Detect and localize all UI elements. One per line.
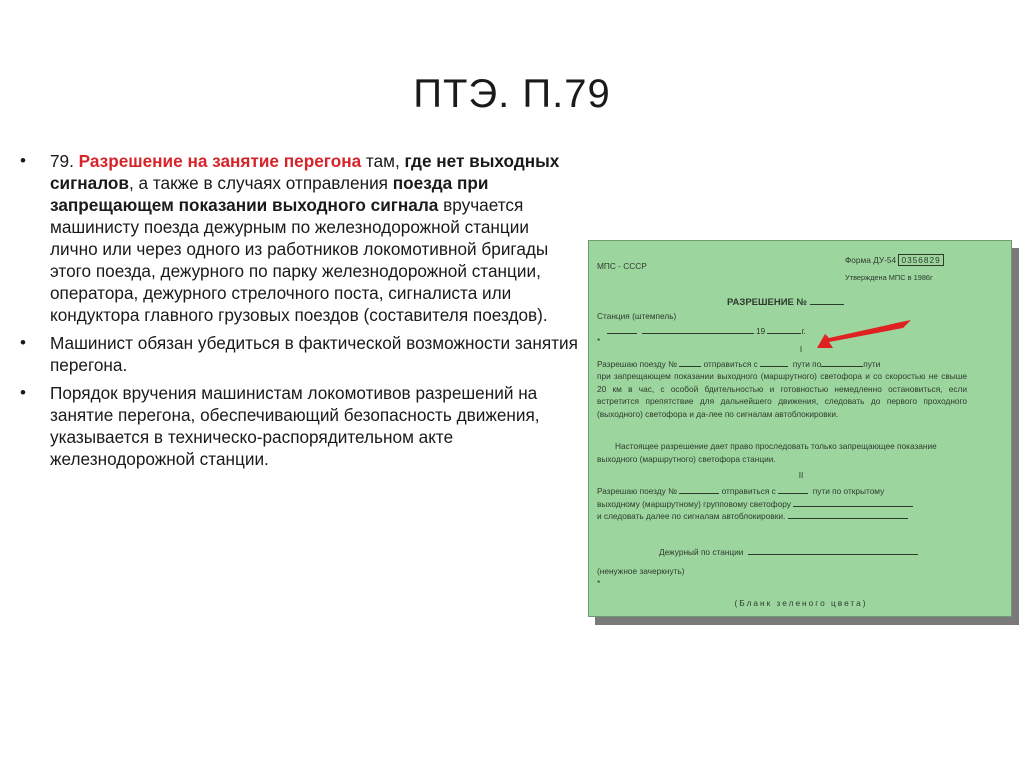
form-duty-officer: Дежурный по станции [659, 546, 918, 557]
permit-form-du54 [588, 240, 1012, 617]
bullet-text: Порядок вручения машинистам локомотивов разрешений на занятие перегона, обеспечивающий безопасность движения, указывается в техническо-распорядительном акте железнодорожной станции. [50, 383, 540, 469]
form-star-2: * [597, 578, 601, 588]
bullet-item-79 [20, 150, 580, 326]
form-p2: Настоящее разрешение дает право проследовать только запрещающее показание выходного (маршрутного) светофора станции. [597, 441, 937, 464]
form-cross-note: (ненужное зачеркнуть) [597, 566, 685, 576]
form-approved: Утверждена МПС в 1986г [845, 273, 933, 282]
form-p3-line3: и следовать далее по сигналам автоблокировки. [597, 510, 908, 521]
form-type-label: Форма ДУ-54 0356829 [845, 255, 944, 265]
bullet-list [20, 150, 580, 476]
bullet-dot-icon: • [20, 151, 26, 170]
form-section-1: I [799, 344, 803, 354]
bullet-text: Машинист обязан убедиться в фактической возможности занятия перегона. [50, 333, 578, 375]
form-star: * [597, 336, 601, 346]
bold-fragment: где нет выходных сигналов [50, 151, 560, 193]
form-code: 0356829 [898, 254, 943, 266]
text-fragment: там, [361, 151, 405, 171]
highlight-term: Разрешение на занятие перегона [78, 151, 362, 171]
bullet-dot-icon: • [20, 333, 26, 352]
bullet-item-procedure [20, 382, 580, 470]
text-fragment: вручается машинисту поезда дежурным по железнодорожной станции лично или через одного из работников локомотивной бригады этого поезда, дежурного по парку железнодорожной станции, оператора, дежурного стрелочного поста, сигналиста или кондуктора главного грузовых поездов (составителя поездов). [50, 195, 549, 325]
text-fragment: , а также в случаях отправления [128, 173, 393, 193]
form-p3-line1: Разрешаю поезду № отправиться с пути по открытому [597, 486, 885, 496]
form-heading: РАЗРЕШЕНИЕ № [727, 296, 844, 308]
form-mps-label: МПС - СССР [597, 261, 647, 271]
form-date-line: 19 г. [607, 325, 806, 336]
form-station-label: Станция (штемпель) [597, 311, 677, 321]
bullet-dot-icon: • [20, 383, 26, 402]
form-p1-body: при запрещающем показании выходного (маршрутного) светофора и со скоростью не свыше 20 км в час, с особой бдительностью и готовностью немедленно остановиться, если встретится препятствие для дальнейшего движения, следовать до первого проходного (выходного) светофора и да-лее по сигналам автоблокировки. [597, 371, 967, 419]
bullet-item-driver [20, 332, 580, 376]
red-arrow-icon [815, 316, 915, 356]
form-section-2: II [798, 470, 804, 480]
bold-fragment: поезда при запрещающем показании выходного сигнала [50, 173, 489, 215]
form-p1-line1: Разрешаю поезду № отправиться с пути по пути [597, 359, 881, 369]
slide-title: ПТЭ. П.79 [413, 72, 611, 116]
bullet-number: 79. [50, 151, 79, 171]
form-footer: (Бланк зеленого цвета) [734, 598, 868, 608]
form-p3-line2: выходному (маршрутному) групповому светофору [597, 498, 913, 509]
